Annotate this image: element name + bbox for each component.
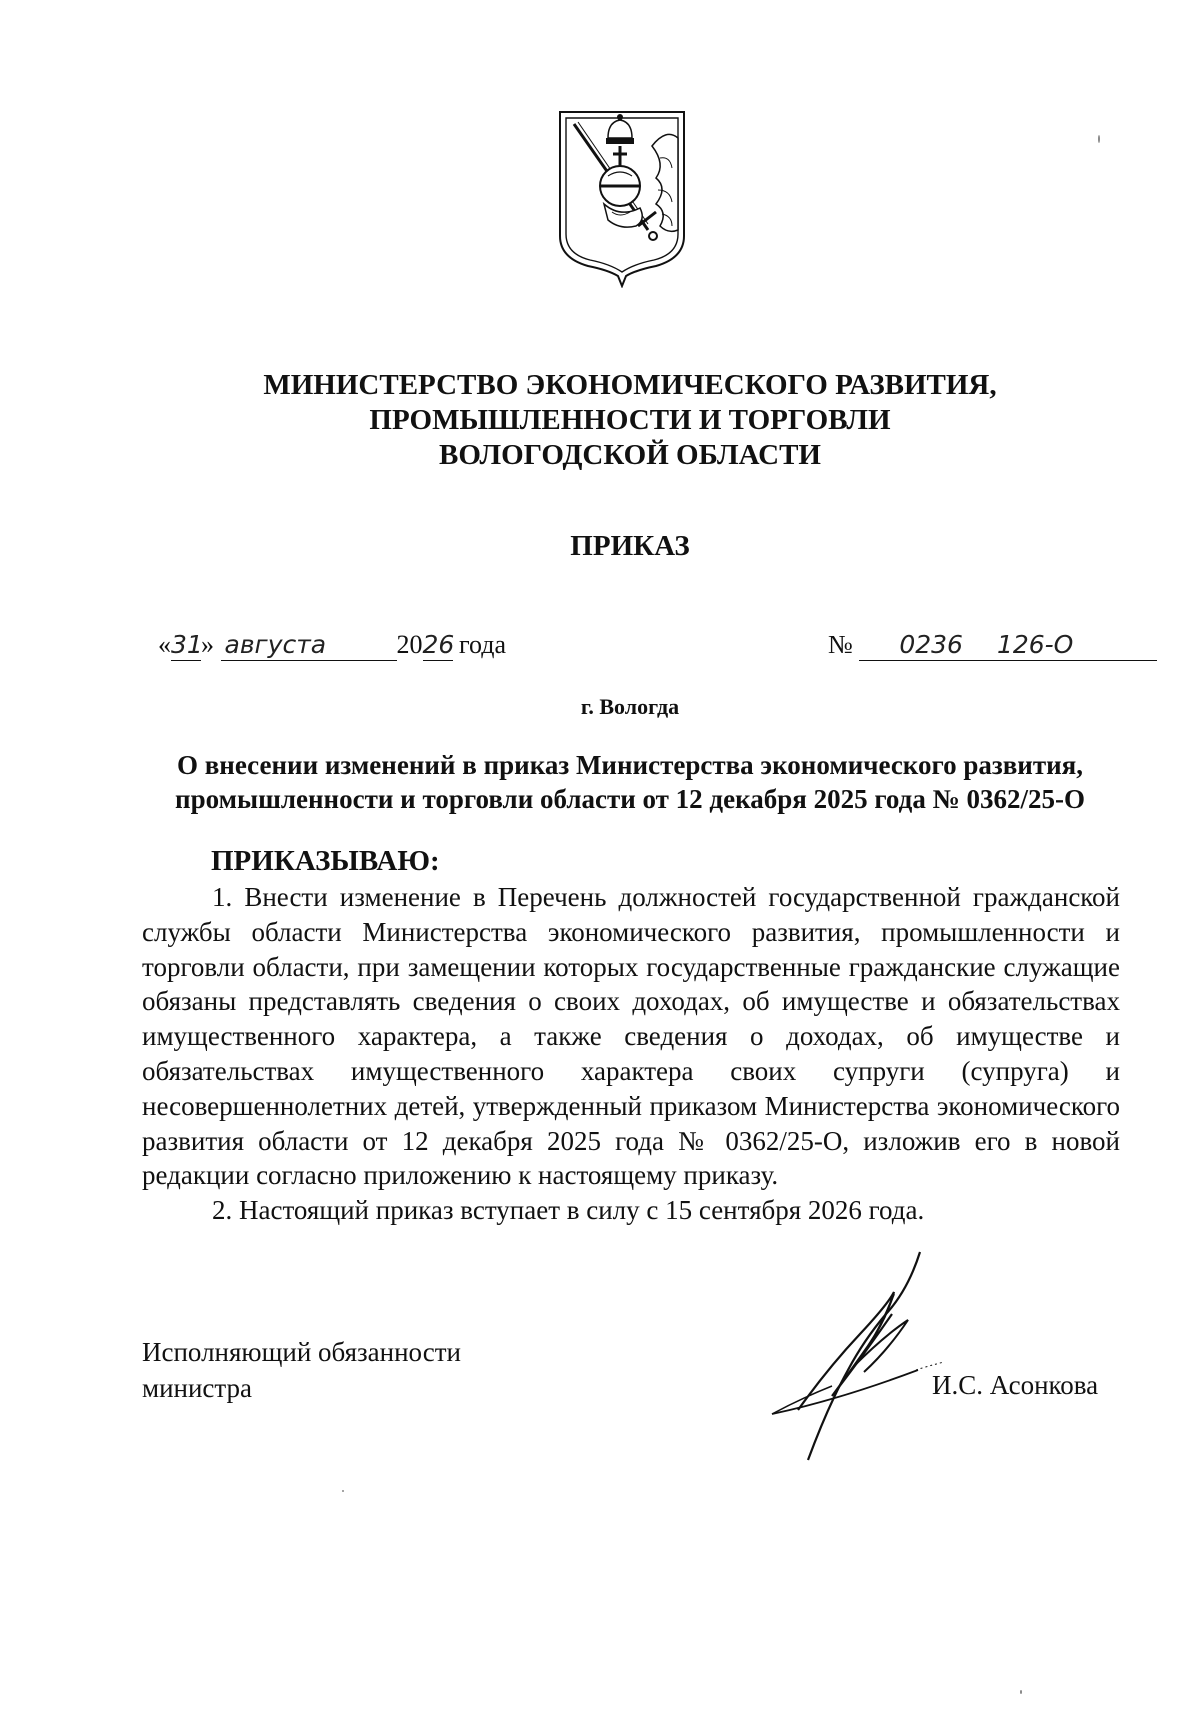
ministry-name-line-1: МИНИСТЕРСТВО ЭКОНОМИЧЕСКОГО РАЗВИТИЯ, [263,369,997,401]
order-word: ПРИКАЗЫВАЮ: [211,845,440,877]
date-open-quote: « [158,630,171,659]
document-number [828,625,1157,665]
document-subject [140,748,1120,816]
city: г. Вологда [580,694,680,719]
signatory-name: И.С. Асонкова [932,1370,1099,1400]
scan-speck [1020,1690,1022,1694]
document-type: ПРИКАЗ [570,530,690,562]
ministry-name-line-3: ВОЛОГОДСКОЙ ОБЛАСТИ [439,439,821,471]
date-month: августа [221,630,397,661]
number-sign: № [828,630,853,659]
paragraph-1: 1. Внести изменение в Перечень должностей государственной гражданской службы области Министерства экономического развития, промышленности и торговли области, при замещении которых государственные гражданские служащие обязаны представлять сведения о своих доходах, об имуществе и обязательствах имущественного характера, а также сведения о доходах, об имуществе и обязательствах имущественного характера своих супруги (супруга) и несовершеннолетних детей, утвержденный приказом Министерства экономического развития области от 12 декабря 2025 года № 0362/25-О, изложив его в новой редакции согласно приложению к настоящему приказу. [142,882,1120,1191]
signature-icon [768,1250,944,1465]
date-year-word: года [459,630,507,659]
date-year-prefix: 20 [396,630,423,659]
date-day: 31 [171,630,203,659]
subject-line-1: О внесении изменений в приказ Министерства экономического развития, [176,750,1084,780]
paragraph-2: 2. Настоящий приказ вступает в силу с 15 сентября 2026 года. [212,1195,925,1226]
date-close-quote: » [201,630,214,659]
order-body [142,880,1120,1228]
scan-speck [1098,135,1100,143]
number-value [859,630,1157,661]
scan-speck [342,1490,344,1492]
signatory-role [142,1334,461,1406]
ministry-name-line-2: ПРОМЫШЛЕННОСТИ И ТОРГОВЛИ [369,404,891,436]
coat-of-arms-icon [556,108,688,288]
ministry-name [0,368,1200,473]
date-year-suffix: 26 [422,630,455,659]
number-part-2: 126-О [996,630,1074,659]
subject-line-2: промышленности и торговли области от 12 декабря 2025 года № 0362/25-О [175,784,1085,814]
document-date [158,625,506,665]
signatory-role-line-1: Исполняющий обязанности [142,1337,461,1367]
signatory-role-line-2: министра [142,1373,253,1403]
number-part-1: 0236 [899,630,963,659]
